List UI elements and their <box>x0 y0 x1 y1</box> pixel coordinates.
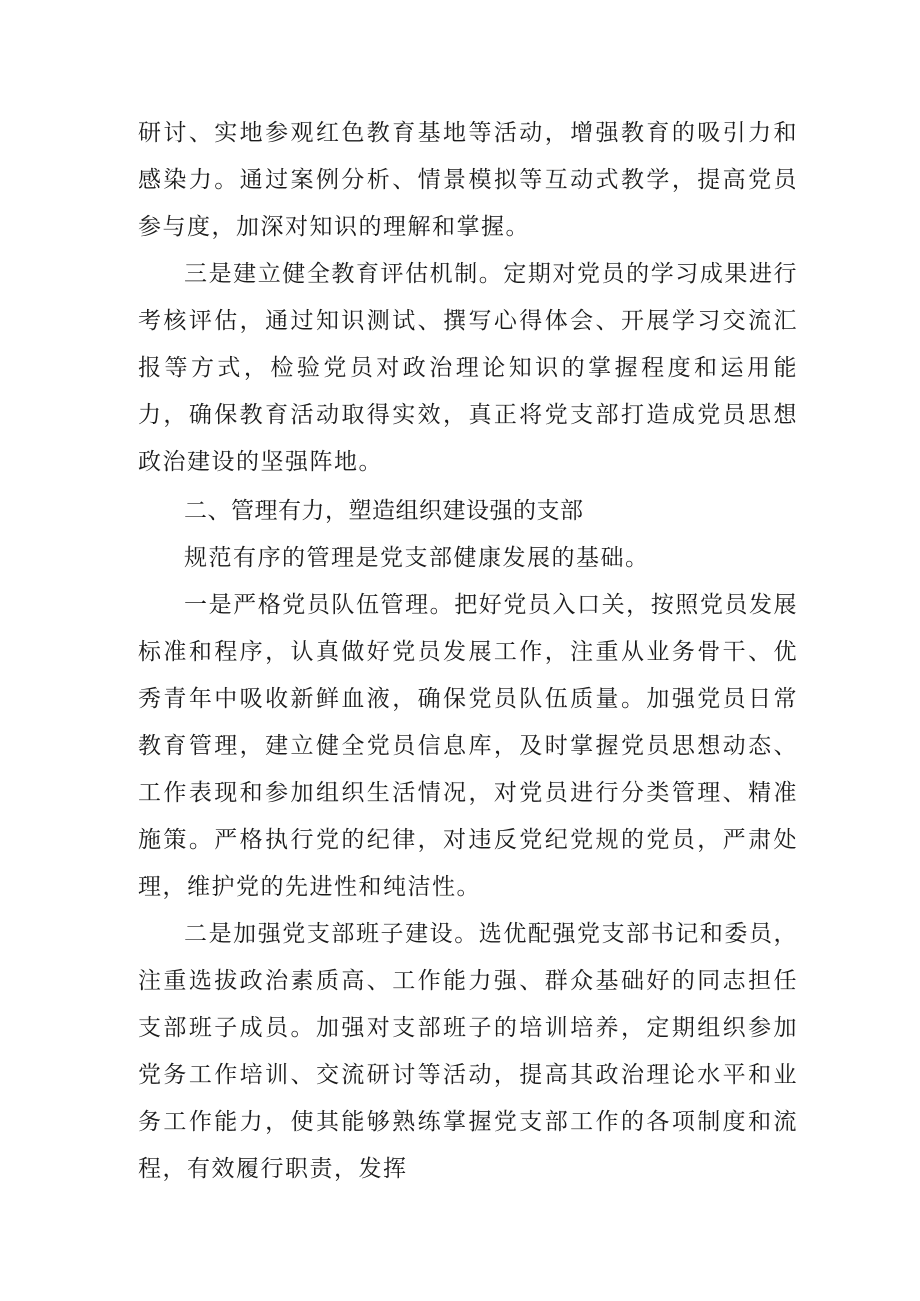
document-body <box>138 110 798 1193</box>
paragraph-continued: 研讨、实地参观红色教育基地等活动，增强教育的吸引力和感染力。通过案例分析、情景模拟等互动式教学，提高党员参与度，加深对知识的理解和掌握。 <box>138 120 798 240</box>
section-heading: 二、管理有力，塑造组织建设强的支部 <box>184 498 584 524</box>
paragraph-management-basis: 规范有序的管理是党支部健康发展的基础。 <box>184 545 650 571</box>
paragraph-member-management: 一是严格党员队伍管理。把好党员入口关，按照党员发展标准和程序，认真做好党员发展工作，注重从业务骨干、优秀青年中吸收新鲜血液，确保党员队伍质量。加强党员日常教育管理，建立健全党员信息库，及时掌握党员思想动态、工作表现和参加组织生活情况，对党员进行分类管理、精准施策。严格执行党的纪律，对违反党纪党规的党员，严肃处理，维护党的先进性和纯洁性。 <box>138 592 798 900</box>
paragraph-evaluation-mechanism: 三是建立健全教育评估机制。定期对党员的学习成果进行考核评估，通过知识测试、撰写心得体会、开展学习交流汇报等方式，检验党员对政治理论知识的掌握程度和运用能力，确保教育活动取得实效，真正将党支部打造成党员思想政治建设的坚强阵地。 <box>138 261 798 475</box>
paragraph-branch-team-building: 二是加强党支部班子建设。选优配强党支部书记和委员，注重选拔政治素质高、工作能力强、群众基础好的同志担任支部班子成员。加强对支部班子的培训培养，定期组织参加党务工作培训、交流研讨等活动，提高其政治理论水平和业务工作能力，使其能够熟练掌握党支部工作的各项制度和流程，有效履行职责，发挥 <box>138 921 798 1182</box>
